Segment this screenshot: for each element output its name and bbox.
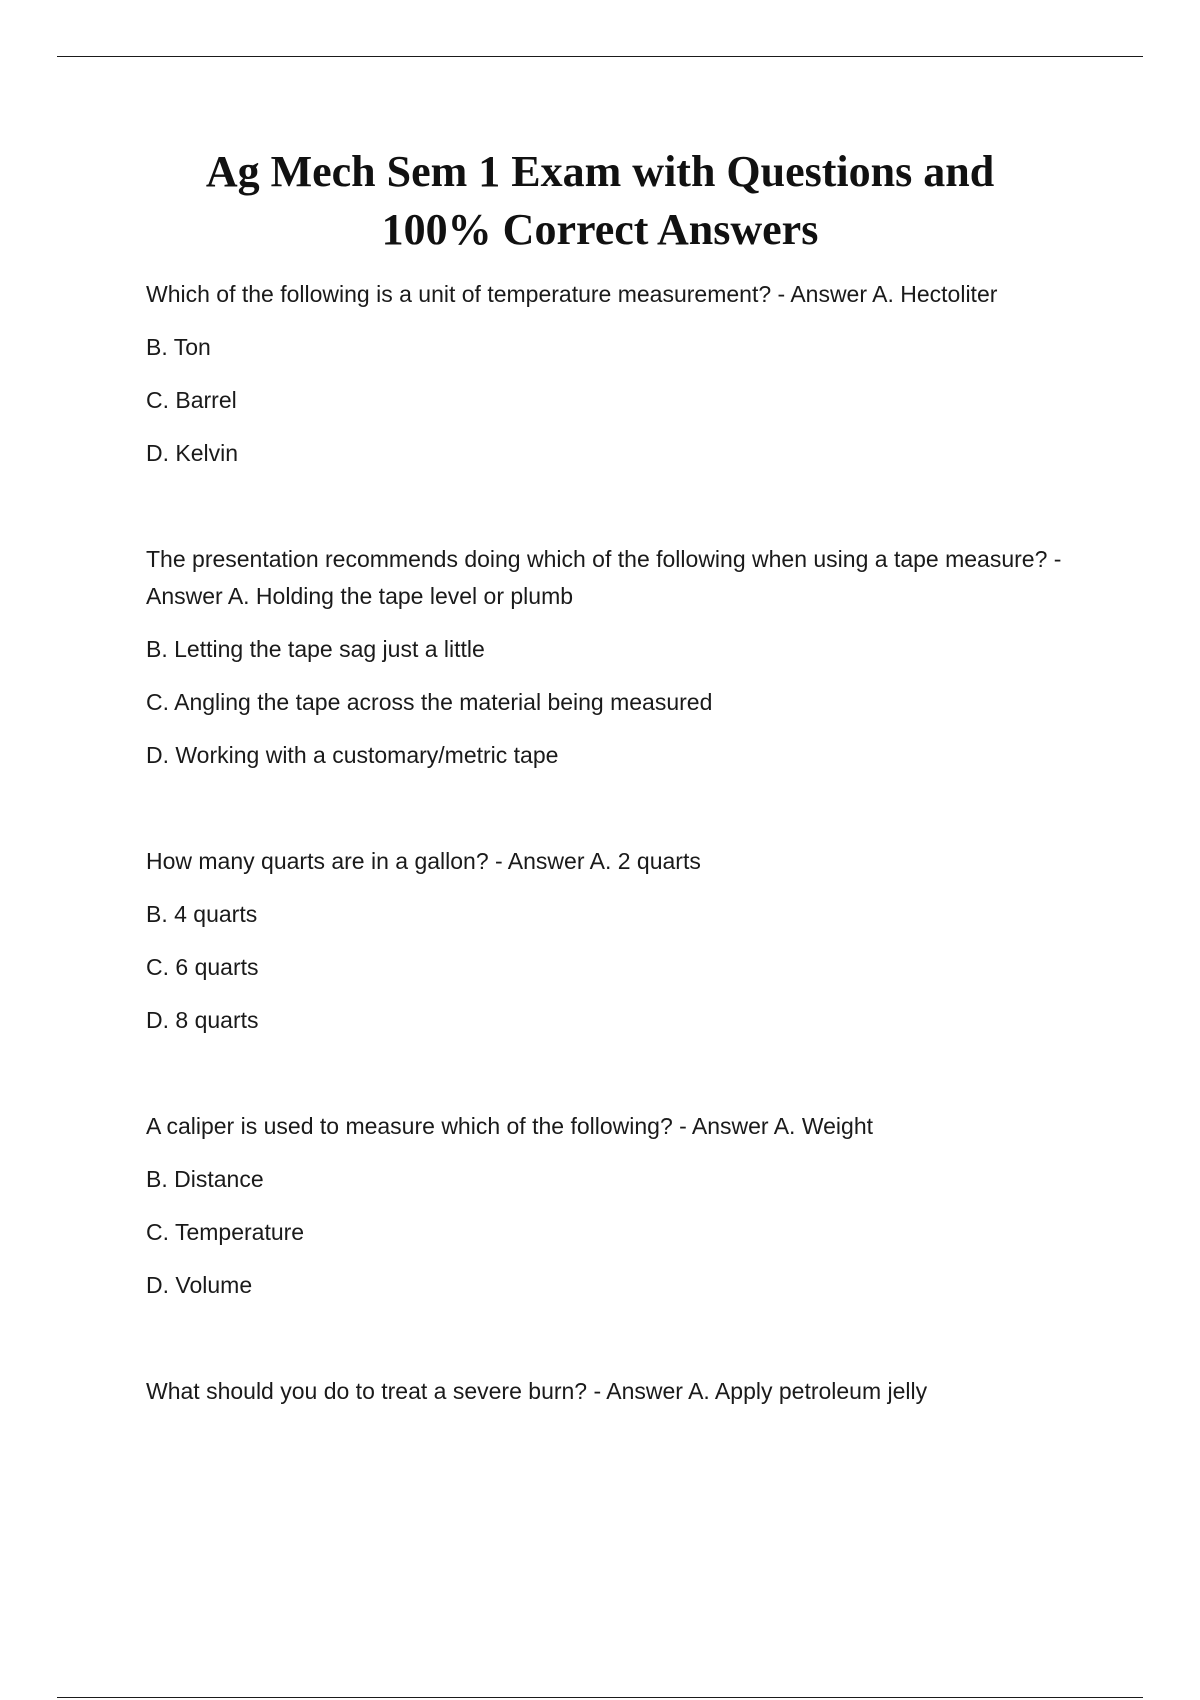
answer-option: D. Kelvin [146, 440, 239, 466]
question-text: The presentation recommends doing which of the following when using a tape measure? - Answer A. Holding the tape level or plumb [146, 546, 1062, 609]
answer-option: B. Distance [146, 1166, 264, 1192]
question-block [146, 276, 1076, 472]
answer-option: D. Volume [146, 1272, 253, 1298]
question-text: How many quarts are in a gallon? - Answer A. 2 quarts [146, 848, 701, 874]
question-text: Which of the following is a unit of temperature measurement? - Answer A. Hectoliter [146, 281, 998, 307]
answer-option: B. 4 quarts [146, 901, 258, 927]
question-block [146, 1373, 1076, 1410]
answer-option: D. Working with a customary/metric tape [146, 742, 559, 768]
question-block [146, 541, 1076, 774]
bottom-divider [57, 1697, 1143, 1698]
question-block [146, 843, 1076, 1039]
question-list [146, 276, 1076, 1479]
answer-option: B. Letting the tape sag just a little [146, 636, 485, 662]
answer-option: C. Angling the tape across the material being measured [146, 689, 713, 715]
answer-option: D. 8 quarts [146, 1007, 259, 1033]
title-line-1: Ag Mech Sem 1 Exam with Questions and [205, 147, 995, 196]
question-text: A caliper is used to measure which of the following? - Answer A. Weight [146, 1113, 874, 1139]
title-line-2: 100% Correct Answers [381, 205, 819, 254]
top-divider [57, 56, 1143, 57]
question-text: What should you do to treat a severe burn? - Answer A. Apply petroleum jelly [146, 1378, 928, 1404]
answer-option: C. Barrel [146, 387, 237, 413]
answer-option: B. Ton [146, 334, 211, 360]
question-block [146, 1108, 1076, 1304]
document-title [120, 143, 1080, 259]
answer-option: C. Temperature [146, 1219, 305, 1245]
answer-option: C. 6 quarts [146, 954, 259, 980]
